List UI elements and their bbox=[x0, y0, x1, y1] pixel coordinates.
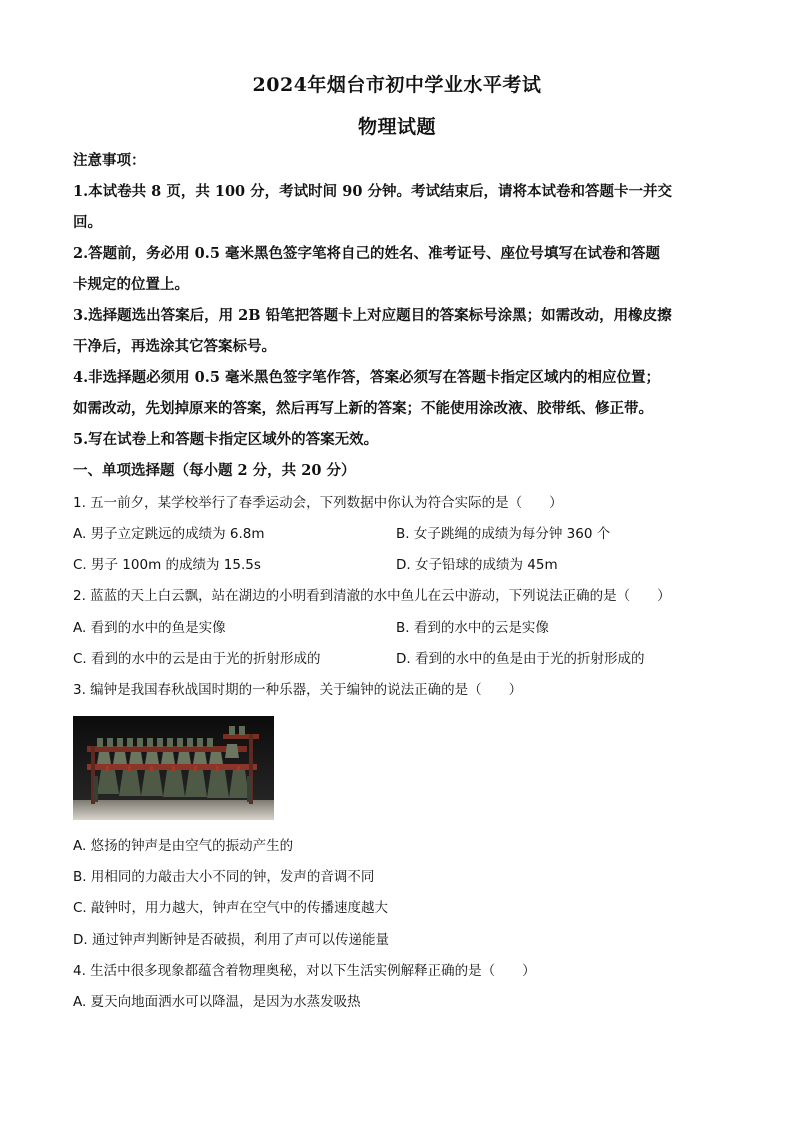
option-a: A. 看到的水中的鱼是实像 bbox=[73, 620, 226, 636]
exam-title: 2024年烟台市初中学业水平考试 bbox=[252, 74, 542, 96]
section-heading: 一、单项选择题（每小题 2 分，共 20 分） bbox=[73, 462, 356, 479]
notice-line: 4.非选择题必须用 0.5 毫米黑色签字笔作答，答案必须写在答题卡指定区域内的相应位置； bbox=[73, 369, 660, 386]
option-b: B. 看到的水中的云是实像 bbox=[396, 620, 549, 636]
exam-subtitle: 物理试题 bbox=[357, 116, 436, 138]
option-a: A. 男子立定跳远的成绩为 6.8m bbox=[73, 526, 265, 542]
option-c: C. 男子 100m 的成绩为 15.5s bbox=[73, 557, 261, 573]
bells-illustration bbox=[73, 716, 274, 820]
option-c: C. 敲钟时，用力越大，钟声在空气中的传播速度越大 bbox=[73, 900, 389, 916]
option-a: A. 悠扬的钟声是由空气的振动产生的 bbox=[73, 838, 294, 854]
question-stem: 4. 生活中很多现象都蕴含着物理奥秘，对以下生活实例解释正确的是（ ） bbox=[73, 963, 536, 979]
question-stem: 3. 编钟是我国春秋战国时期的一种乐器，关于编钟的说法正确的是（ ） bbox=[73, 682, 523, 698]
option-b: B. 用相同的力敲击大小不同的钟，发声的音调不同 bbox=[73, 869, 375, 885]
option-c: C. 看到的水中的云是由于光的折射形成的 bbox=[73, 651, 321, 667]
notice-line: 1.本试卷共 8 页，共 100 分，考试时间 90 分钟。考试结束后，请将本试卷和答题卡一并交 bbox=[73, 183, 672, 200]
option-d: D. 通过钟声判断钟是否破损，利用了声可以传递能量 bbox=[73, 932, 389, 948]
question-stem: 2. 蓝蓝的天上白云飘，站在湖边的小明看到清澈的水中鱼儿在云中游动，下列说法正确的是（ ） bbox=[73, 588, 671, 604]
notice-heading: 注意事项： bbox=[73, 152, 146, 169]
option-a: A. 夏天向地面洒水可以降温，是因为水蒸发吸热 bbox=[73, 994, 361, 1010]
notice-line: 卡规定的位置上。 bbox=[73, 276, 189, 293]
notice-line: 5.写在试卷上和答题卡指定区域外的答案无效。 bbox=[73, 431, 379, 448]
question-stem: 1. 五一前夕，某学校举行了春季运动会，下列数据中你认为符合实际的是（ ） bbox=[73, 495, 563, 511]
notice-line: 如需改动，先划掉原来的答案，然后再写上新的答案；不能使用涂改液、胶带纸、修正带。 bbox=[73, 400, 653, 417]
notice-line: 3.选择题选出答案后，用 2B 铅笔把答题卡上对应题目的答案标号涂黑；如需改动，用橡皮擦 bbox=[73, 307, 672, 324]
option-d: D. 看到的水中的鱼是由于光的折射形成的 bbox=[396, 651, 645, 667]
notice-line: 干净后，再选涂其它答案标号。 bbox=[73, 338, 276, 355]
notice-line: 2.答题前，务必用 0.5 毫米黑色签字笔将自己的姓名、准考证号、座位号填写在试卷和答题 bbox=[73, 245, 660, 262]
notice-line: 回。 bbox=[73, 214, 102, 231]
option-d: D. 女子铅球的成绩为 45m bbox=[396, 557, 558, 573]
bianzhong-bells-photo bbox=[73, 716, 274, 820]
option-b: B. 女子跳绳的成绩为每分钟 360 个 bbox=[396, 526, 611, 542]
